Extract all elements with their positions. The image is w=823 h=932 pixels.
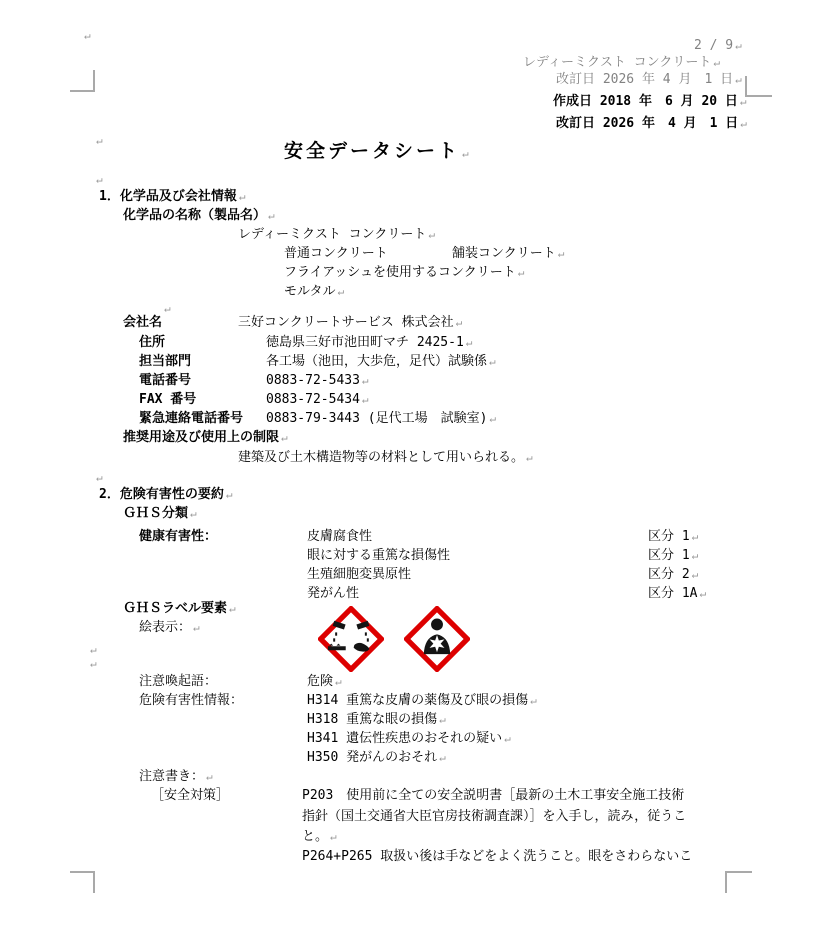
department-label: 担当部門 <box>139 354 192 369</box>
hazard-category: 区分 2 <box>648 567 690 582</box>
phone-value: 0883-72-5433 <box>266 373 360 388</box>
crop-mark-bottom-right <box>725 871 752 893</box>
use-value: 建築及び土木構造物等の材料として用いられる。 <box>238 450 525 465</box>
department-value-wrap <box>266 354 496 370</box>
pictogram-label-line <box>139 620 200 636</box>
hazard-category-wrap <box>648 586 706 602</box>
p-statement-line <box>302 809 686 825</box>
p-statement-line <box>302 829 337 845</box>
paragraph-mark: ↵ <box>691 549 699 562</box>
paragraph-mark: ↵ <box>439 751 446 764</box>
company-value: 三好コンクリートサービス 株式会社 <box>238 315 454 330</box>
hazard-name: 皮膚腐食性 <box>307 529 373 544</box>
h-statement: H341 遺伝性疾患のおそれの疑い <box>307 731 503 746</box>
product-type-paving-wrap <box>452 246 564 262</box>
paragraph-mark: ↵ <box>526 451 533 464</box>
signal-word: 危険 <box>307 674 334 689</box>
hazard-category: 区分 1 <box>648 548 690 563</box>
paragraph-mark: ↵ <box>428 228 436 241</box>
company-value-wrap <box>238 315 462 331</box>
paragraph-mark: ↵ <box>96 173 103 186</box>
empty-paragraph <box>162 301 171 317</box>
paragraph-mark: ↵ <box>517 266 525 279</box>
empty-paragraph <box>94 133 103 149</box>
paragraph-mark: ↵ <box>193 621 200 634</box>
title-line <box>284 140 469 162</box>
page-title: 安全データシート <box>284 140 461 162</box>
address-value-wrap <box>266 335 472 351</box>
p-statement-line <box>302 849 692 865</box>
paragraph-mark: ↵ <box>238 190 246 203</box>
use-value-line <box>238 450 533 466</box>
safety-measures-label: ［安全対策］ <box>151 788 230 803</box>
paragraph-mark: ↵ <box>96 471 103 484</box>
section1-heading <box>99 189 245 205</box>
revised-date: 改訂日 2026 年 4 月 1 日 <box>556 116 739 131</box>
hazard-category-wrap <box>648 548 698 564</box>
signal-word-label: 注意喚起語： <box>139 674 218 689</box>
header-product-line <box>523 55 720 71</box>
hazard-name: 生殖細胞変異原性 <box>307 567 412 582</box>
header-empty-paragraph <box>82 28 91 44</box>
ghs-class-label: ＧＨＳ分類 <box>123 506 189 521</box>
phone-label: 電話番号 <box>139 373 192 388</box>
use-label-line <box>123 430 288 446</box>
h-statement-line <box>307 712 446 728</box>
fax-value: 0883-72-5434 <box>266 392 360 407</box>
paragraph-mark: ↵ <box>361 374 369 387</box>
paragraph-mark: ↵ <box>206 770 213 783</box>
precaution-label-line <box>139 769 213 785</box>
paragraph-mark: ↵ <box>439 713 446 726</box>
paragraph-mark: ↵ <box>691 568 699 581</box>
section1-heading-text: 1．化学品及び会社情報 <box>99 189 237 204</box>
hazard-name: 眼に対する重篤な損傷性 <box>307 548 451 563</box>
crop-mark-top-right <box>745 76 772 97</box>
p-statement-line: P203 使用前に全ての安全説明書［最新の土木工事安全施工技術 <box>302 788 685 803</box>
product-type-paving: 舗装コンクリート <box>452 246 556 261</box>
ghs05-corrosion-icon <box>318 606 384 672</box>
paragraph-mark: ↵ <box>462 147 469 160</box>
use-label: 推奨用途及び使用上の制限 <box>123 430 280 445</box>
section2-heading-text: 2．危険有害性の要約 <box>99 487 224 502</box>
h-statement: H318 重篤な眼の損傷 <box>307 712 438 727</box>
paragraph-mark: ↵ <box>489 412 497 425</box>
p-statement-text: と。 <box>302 829 329 844</box>
paragraph-mark: ↵ <box>229 602 236 615</box>
paragraph-mark: ↵ <box>90 657 97 670</box>
h-statement-line <box>307 750 446 766</box>
hazard-category: 区分 1 <box>648 529 690 544</box>
hazard-category-wrap <box>648 529 698 545</box>
address-value: 徳島県三好市池田町マチ 2425-1 <box>266 335 464 350</box>
product-type-flyash: フライアッシュを使用するコンクリート <box>284 265 516 280</box>
paragraph-mark: ↵ <box>225 488 233 501</box>
paragraph-mark: ↵ <box>337 285 345 298</box>
p-statement-text: P264+P265 取扱い後は手などをよく洗うこと。眼をさわらないこ <box>302 849 693 864</box>
paragraph-mark: ↵ <box>90 643 97 656</box>
paragraph-mark: ↵ <box>735 39 742 52</box>
created-date: 作成日 2018 年 6 月 20 日 <box>553 94 738 109</box>
department-value: 各工場（池田，大歩危，足代）試験係 <box>266 354 488 369</box>
crop-mark-bottom-left <box>70 871 95 893</box>
section2-heading <box>99 487 232 503</box>
fax-label: FAX 番号 <box>139 392 197 407</box>
product-types-row3 <box>284 284 344 300</box>
emergency-value: 0883-79-3443 (足代工場 試験室) <box>266 411 488 426</box>
paragraph-mark: ↵ <box>330 830 337 843</box>
hazard-name: 発がん性 <box>307 586 360 601</box>
product-type-mortar: モルタル <box>284 284 336 299</box>
product-types-row2 <box>284 265 524 281</box>
fax-value-wrap <box>266 392 369 408</box>
paragraph-mark: ↵ <box>268 209 275 222</box>
ghs08-health-hazard-icon <box>404 606 470 672</box>
pictogram-label: 絵表示： <box>139 620 192 635</box>
h-statement: H350 発がんのおそれ <box>307 750 438 765</box>
header-product-name: レディーミクスト コンクリート <box>523 55 712 70</box>
paragraph-mark: ↵ <box>164 302 171 315</box>
empty-paragraph <box>94 172 103 188</box>
revised-date-line <box>556 116 747 132</box>
product-main-line <box>238 227 435 243</box>
paragraph-mark: ↵ <box>530 694 537 707</box>
health-hazard-label: 健康有害性： <box>139 529 218 544</box>
header-revised-date: 改訂日 2026 年 4 月 1 日 <box>556 72 734 87</box>
ghs-class-line <box>123 506 197 522</box>
paragraph-mark: ↵ <box>489 355 496 368</box>
paragraph-mark: ↵ <box>84 29 91 42</box>
hazard-category-wrap <box>648 567 698 583</box>
p-statement-text: 指針（国土交通省大臣官房技術調査課）］を入手し，読み，従うこ <box>302 809 687 824</box>
paragraph-mark: ↵ <box>96 134 103 147</box>
page-number: 2 / 9 <box>694 38 734 53</box>
paragraph-mark: ↵ <box>699 587 707 600</box>
empty-paragraph <box>88 656 97 672</box>
paragraph-mark: ↵ <box>335 675 342 688</box>
phone-value-wrap <box>266 373 369 389</box>
product-name-label: 化学品の名称（製品名） <box>123 208 267 223</box>
created-date-line <box>553 94 747 110</box>
product-name-label-line <box>123 208 275 224</box>
h-statement-wrap <box>307 693 537 709</box>
emergency-label: 緊急連絡電話番号 <box>139 411 244 426</box>
ghs-label-heading: ＧＨＳラベル要素 <box>123 601 228 616</box>
header-revised-line <box>556 72 742 88</box>
address-label: 住所 <box>139 335 166 350</box>
paragraph-mark: ↵ <box>735 73 742 86</box>
page-number-line <box>694 38 742 54</box>
paragraph-mark: ↵ <box>504 732 511 745</box>
company-label: 会社名 <box>123 315 163 330</box>
product-main: レディーミクスト コンクリート <box>238 227 427 242</box>
hazard-category: 区分 1A <box>648 586 698 601</box>
paragraph-mark: ↵ <box>691 530 699 543</box>
paragraph-mark: ↵ <box>465 336 473 349</box>
paragraph-mark: ↵ <box>557 247 565 260</box>
hazard-info-label: 危険有害性情報： <box>139 693 244 708</box>
emergency-value-wrap <box>266 411 496 427</box>
signal-word-wrap <box>307 674 342 690</box>
product-type-normal: 普通コンクリート <box>284 246 388 261</box>
empty-paragraph <box>94 470 103 486</box>
paragraph-mark: ↵ <box>739 95 747 108</box>
h-statement-line <box>307 731 511 747</box>
paragraph-mark: ↵ <box>281 431 288 444</box>
ghs-label-heading-line <box>123 601 236 617</box>
paragraph-mark: ↵ <box>455 316 463 329</box>
paragraph-mark: ↵ <box>190 507 197 520</box>
h-statement: H314 重篤な皮膚の薬傷及び眼の損傷 <box>307 693 529 708</box>
paragraph-mark: ↵ <box>713 56 721 69</box>
precaution-label: 注意書き： <box>139 769 205 784</box>
paragraph-mark: ↵ <box>361 393 369 406</box>
paragraph-mark: ↵ <box>740 117 747 130</box>
crop-mark-top-left <box>70 70 95 92</box>
